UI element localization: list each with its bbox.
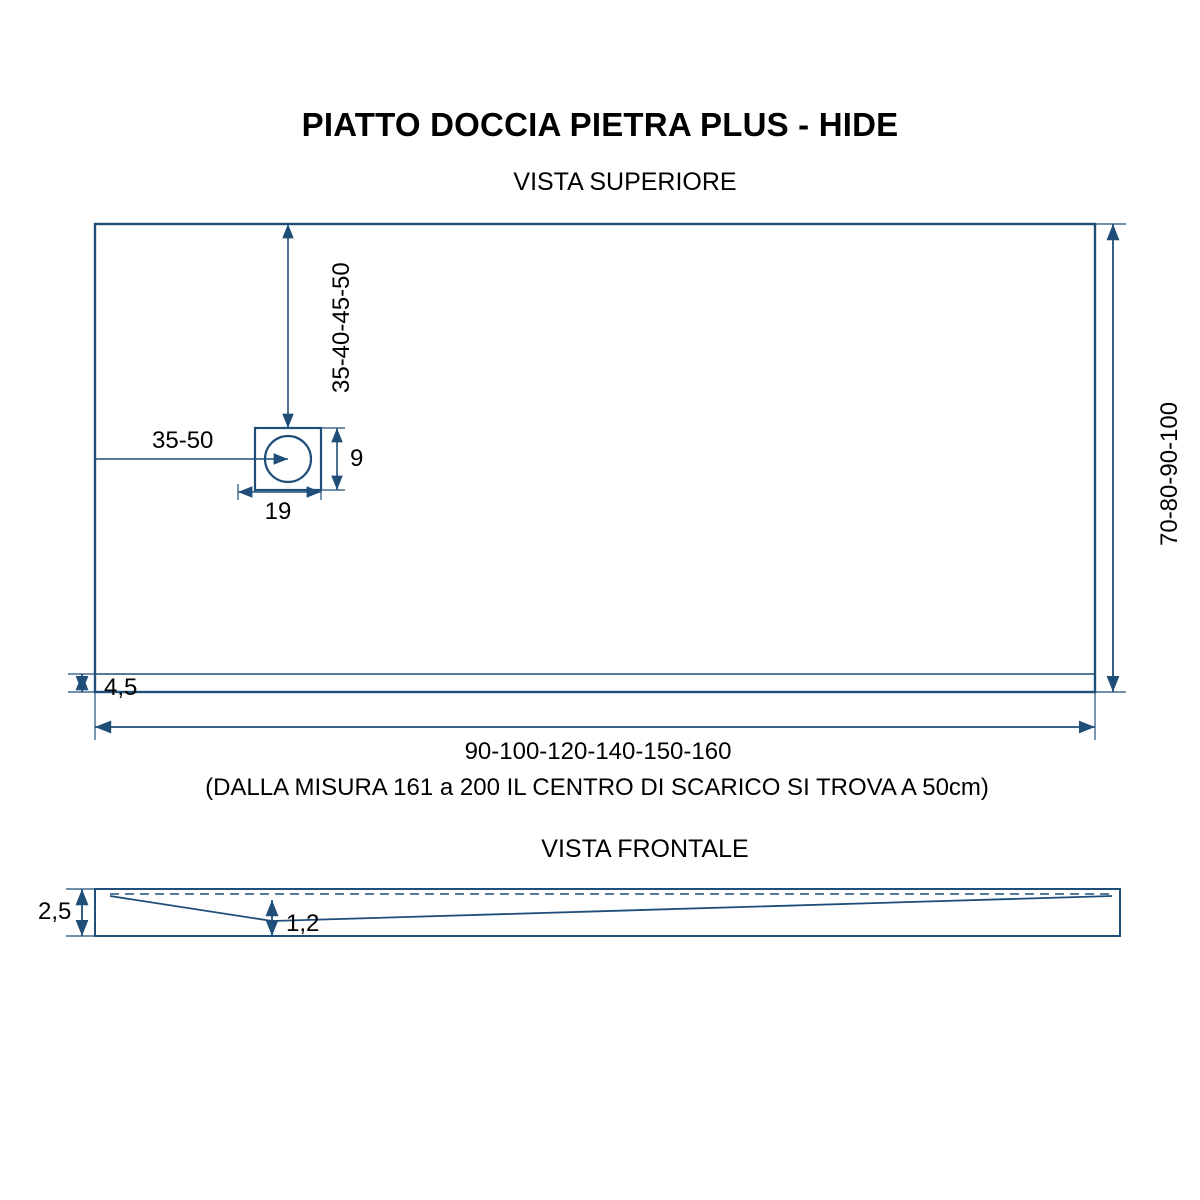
front-view-group — [66, 889, 1120, 936]
measure-note: (DALLA MISURA 161 a 200 IL CENTRO DI SCARICO SI TROVA A 50cm) — [205, 774, 989, 801]
tray-outline-front — [95, 889, 1120, 936]
top-view-label: VISTA SUPERIORE — [513, 168, 737, 196]
drain-box-height-label: 9 — [350, 445, 364, 472]
page-title: PIATTO DOCCIA PIETRA PLUS - HIDE — [301, 106, 899, 143]
drain-depth-label: 1,2 — [286, 910, 320, 937]
tray-outline-top — [95, 224, 1095, 692]
thickness-label: 2,5 — [38, 898, 72, 925]
drain-vertical-offset-label: 35-40-45-50 — [328, 262, 355, 393]
slope-profile-line — [110, 896, 1112, 921]
front-view-label: VISTA FRONTALE — [541, 835, 749, 863]
top-view-group — [68, 224, 1126, 740]
border-strip-label: 4,5 — [104, 674, 138, 701]
drain-horizontal-offset-label: 35-50 — [152, 427, 214, 454]
tray-width-label: 90-100-120-140-150-160 — [464, 738, 732, 765]
tray-depth-label: 70-80-90-100 — [1156, 401, 1183, 546]
drain-box-width-label: 19 — [264, 498, 292, 525]
